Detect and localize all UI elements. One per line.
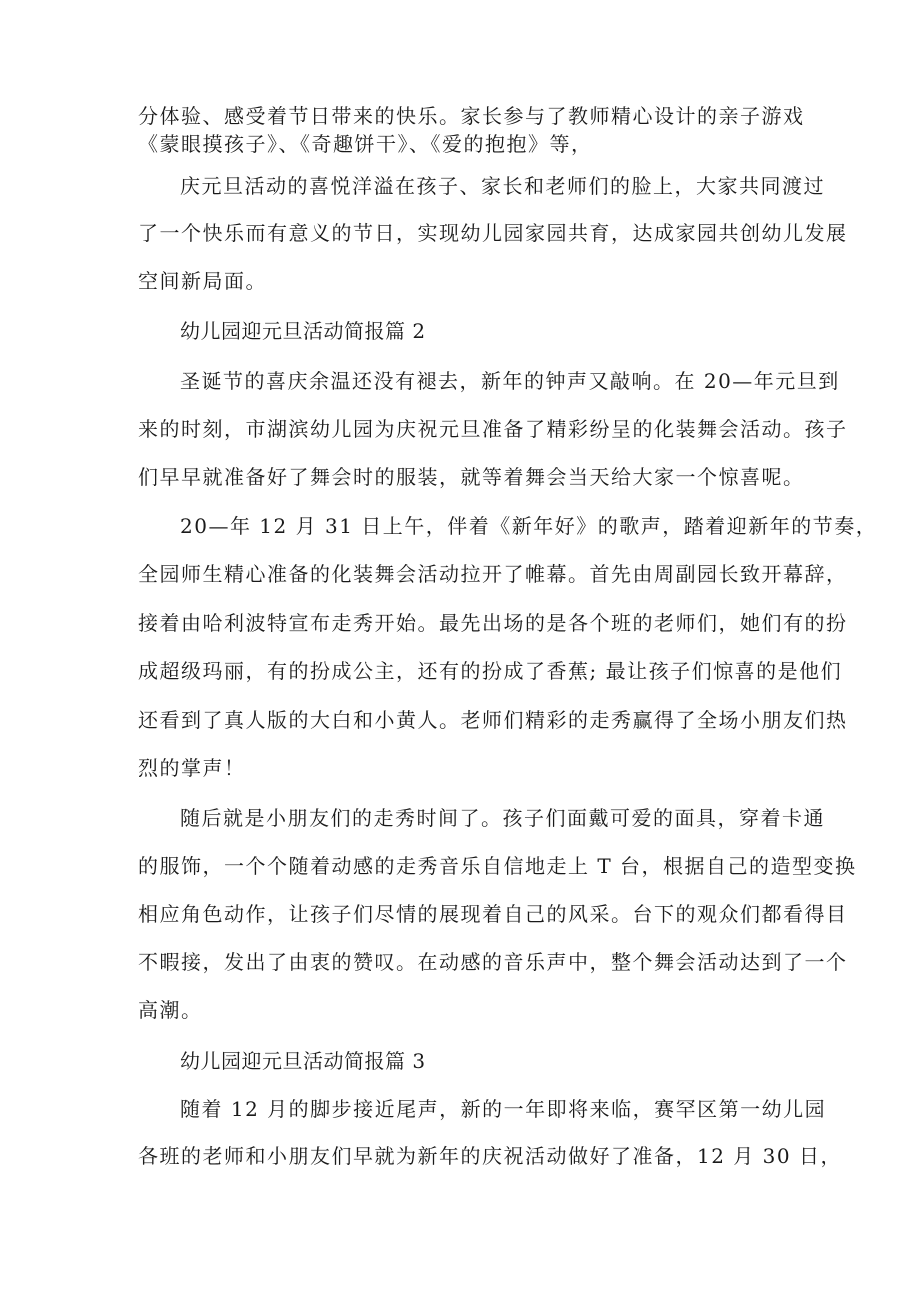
text-line: 成超级玛丽，有的扮成公主，还有的扮成了香蕉; 最让孩子们惊喜的是他们 — [138, 659, 843, 683]
text-line: 各班的老师和小朋友们早就为新年的庆祝活动做好了准备，12 月 30 日， — [138, 1144, 842, 1168]
text-line: 分体验、感受着节日带来的快乐。家长参与了教师精心设计的亲子游戏 — [138, 104, 805, 128]
text-line: 20—年 12 月 31 日上午，伴着《新年好》的歌声，踏着迎新年的节奏， — [180, 514, 878, 538]
text-line: 的服饰，一个个随着动感的走秀音乐自信地走上 T 台，根据自己的造型变换 — [138, 854, 857, 878]
text-line: 烈的掌声！ — [138, 756, 246, 780]
text-line: 随后就是小朋友们的走秀时间了。孩子们面戴可爱的面具，穿着卡通 — [180, 806, 825, 830]
text-line: 圣诞节的喜庆余温还没有褪去，新年的钟声又敲响。在 20—年元旦到 — [180, 369, 840, 393]
text-line: 高潮。 — [138, 998, 203, 1022]
text-line: 庆元旦活动的喜悦洋溢在孩子、家长和老师们的脸上，大家共同渡过 — [180, 174, 825, 198]
text-line: 随着 12 月的脚步接近尾声，新的一年即将来临，赛罕区第一幼儿园 — [180, 1097, 827, 1121]
text-line: 空间新局面。 — [138, 269, 267, 293]
text-line: 不暇接，发出了由衷的赞叹。在动感的音乐声中，整个舞会活动达到了一个 — [138, 950, 848, 974]
section-heading: 幼儿园迎元旦活动简报篇 2 — [180, 319, 426, 343]
text-line: 还看到了真人版的大白和小黄人。老师们精彩的走秀赢得了全场小朋友们热 — [138, 708, 848, 732]
text-line: 全园师生精心准备的化装舞会活动拉开了帷幕。首先由周副园长致开幕辞， — [138, 562, 848, 586]
text-line: 们早早就准备好了舞会时的服装，就等着舞会当天给大家一个惊喜呢。 — [138, 465, 805, 489]
text-line: 《蒙眼摸孩子》、《奇趣饼干》、《爱的抱抱》等， — [138, 132, 593, 156]
section-heading: 幼儿园迎元旦活动简报篇 3 — [180, 1049, 426, 1073]
text-line: 了一个快乐而有意义的节日，实现幼儿园家园共育，达成家园共创幼儿发展 — [138, 221, 848, 245]
text-line: 相应角色动作，让孩子们尽情的展现着自己的风采。台下的观众们都看得目 — [138, 902, 848, 926]
text-line: 接着由哈利波特宣布走秀开始。最先出场的是各个班的老师们，她们有的扮 — [138, 611, 848, 635]
text-line: 来的时刻，市湖滨幼儿园为庆祝元旦准备了精彩纷呈的化装舞会活动。孩子 — [138, 417, 848, 441]
